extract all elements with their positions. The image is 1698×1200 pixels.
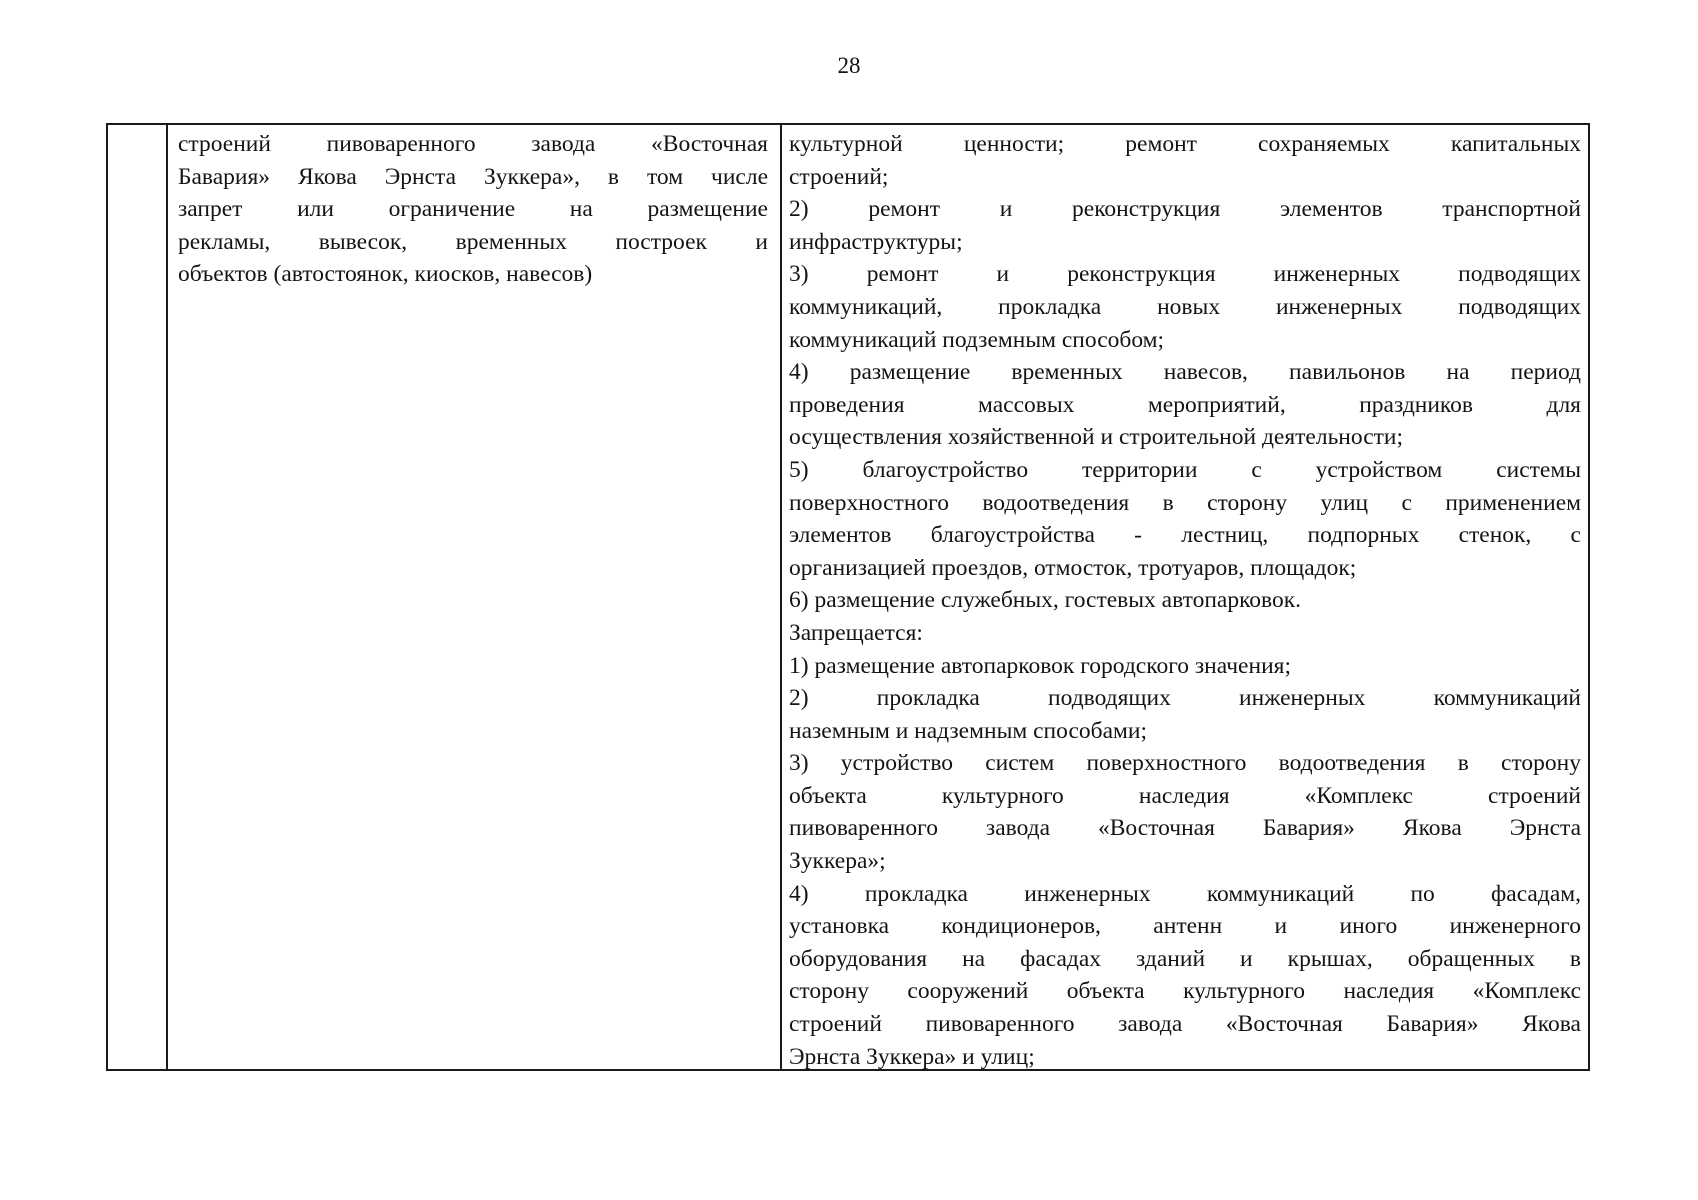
text-line: осуществления хозяйственной и строительной деятельности;	[789, 424, 1404, 451]
text-line: 2) ремонт и реконструкция элементов транспортной	[789, 196, 1581, 223]
text-line: объекта культурного наследия «Комплекс строений	[789, 782, 1581, 809]
text-line: 6) размещение служебных, гостевых автопарковок.	[789, 587, 1302, 614]
text-line: рекламы, вывесок, временных построек и	[178, 228, 768, 255]
text-line: пивоваренного завода «Восточная Бавария» Якова Эрнста	[789, 815, 1581, 842]
text-line: строений пивоваренного завода «Восточная Бавария» Якова	[789, 1011, 1581, 1038]
text-line: 2) прокладка подводящих инженерных коммуникаций	[789, 685, 1581, 712]
text-line: 4) прокладка инженерных коммуникаций по фасадам,	[789, 880, 1581, 907]
text-line: 5) благоустройство территории с устройством системы	[789, 456, 1581, 483]
text-line: 3) ремонт и реконструкция инженерных подводящих	[789, 261, 1581, 288]
text-line: оборудования на фасадах зданий и крышах, обращенных в	[789, 945, 1581, 972]
text-line: Эрнста Зуккера» и улиц;	[789, 1043, 1035, 1070]
text-line: 3) устройство систем поверхностного водоотведения в сторону	[789, 750, 1581, 777]
text-line: инфраструктуры;	[789, 228, 963, 255]
text-line: строений пивоваренного завода «Восточная	[178, 131, 768, 157]
column-divider-2	[780, 125, 782, 1069]
text-line: установка кондиционеров, антенн и иного инженерного	[789, 913, 1581, 940]
text-line: организацией проездов, отмосток, тротуаров, площадок;	[789, 554, 1357, 581]
document-table	[106, 123, 1590, 1071]
text-line: 1) размещение автопарковок городского значения;	[789, 652, 1291, 679]
text-line: коммуникаций подземным способом;	[789, 326, 1165, 353]
text-line: сторону сооружений объекта культурного наследия «Комплекс	[789, 978, 1581, 1005]
column-permitted-text	[789, 128, 1581, 1073]
text-line: объектов (автостоянок, киосков, навесов)	[178, 261, 593, 288]
text-line: наземным и надземным способами;	[789, 717, 1147, 744]
column-restrictions-text	[178, 128, 768, 291]
text-line: Бавария» Якова Эрнста Зуккера», в том числе	[178, 163, 768, 190]
text-line: поверхностного водоотведения в сторону улиц с применением	[789, 489, 1581, 516]
text-line: элементов благоустройства - лестниц, подпорных стенок, с	[789, 522, 1581, 549]
text-line: Запрещается:	[789, 619, 923, 646]
text-line: культурной ценности; ремонт сохраняемых капитальных	[789, 131, 1581, 157]
text-line: коммуникаций, прокладка новых инженерных подводящих	[789, 293, 1581, 320]
text-line: запрет или ограничение на размещение	[178, 196, 768, 223]
text-line: 4) размещение временных навесов, павильонов на период	[789, 359, 1581, 386]
text-line: Зуккера»;	[789, 848, 886, 875]
page-number: 28	[837, 53, 861, 78]
text-line: строений;	[789, 163, 889, 190]
text-line: проведения массовых мероприятий, праздников для	[789, 391, 1581, 418]
column-divider-1	[166, 125, 168, 1069]
